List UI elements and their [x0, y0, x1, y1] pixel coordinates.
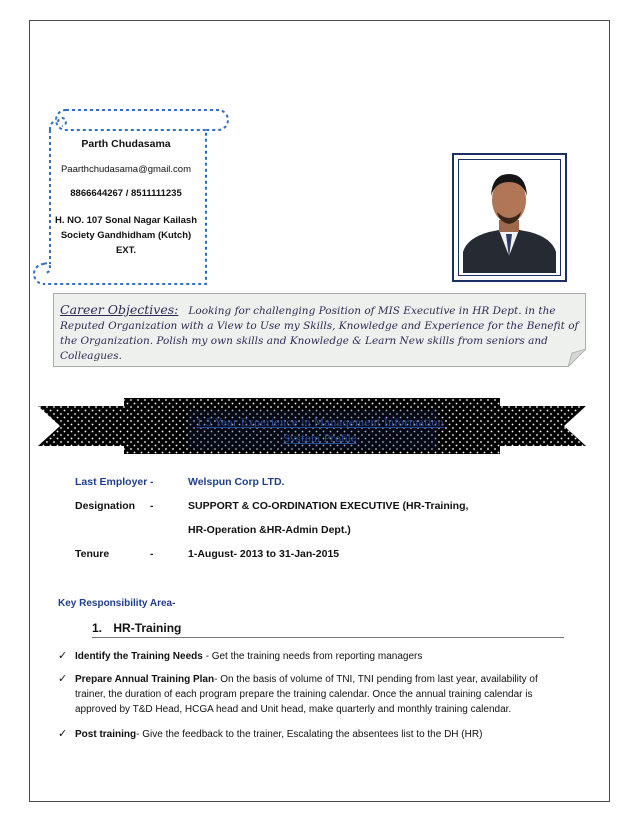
- designation-separator: -: [150, 500, 154, 512]
- kra-title: Key Responsibility Area-: [58, 598, 176, 609]
- career-objective-box: [53, 293, 586, 367]
- kra-item-text: - Get the training needs from reporting managers: [202, 651, 423, 662]
- profile-photo-frame: [452, 153, 567, 282]
- check-icon: ✓: [58, 650, 68, 662]
- contact-phone: 8866644267 / 8511111235: [70, 188, 182, 199]
- employer-separator: -: [150, 476, 154, 488]
- designation-value-line-2: HR-Operation &HR-Admin Dept.): [188, 524, 351, 536]
- designation-value-line-1: SUPPORT & CO-ORDINATION EXECUTIVE (HR-Training,: [188, 500, 469, 512]
- hr-training-heading: [92, 621, 564, 638]
- kra-item-text: - Give the feedback to the trainer, Escalating the absentees list to the DH (HR): [136, 729, 483, 740]
- kra-item: [58, 672, 568, 717]
- check-icon: ✓: [58, 673, 68, 685]
- designation-label: Designation: [75, 500, 136, 512]
- banner-line-2: System Profile: [283, 434, 357, 445]
- kra-item: [58, 727, 568, 742]
- page-fold-icon: [568, 349, 586, 367]
- experience-banner-text: [150, 416, 490, 448]
- career-objective-label: Career Objectives:: [60, 302, 179, 317]
- contact-name: Parth Chudasama: [81, 138, 171, 150]
- profile-photo: [458, 159, 561, 276]
- hr-training-number: 1.: [92, 621, 103, 635]
- employer-label: Last Employer: [75, 476, 148, 488]
- contact-card: [50, 130, 202, 258]
- tenure-value: 1-August- 2013 to 31-Jan-2015: [188, 548, 340, 560]
- tenure-separator: -: [150, 548, 154, 560]
- contact-address: H. NO. 107 Sonal Nagar Kailash Society Gandhidham (Kutch) EXT.: [54, 215, 198, 256]
- kra-item-title: Post training: [75, 729, 137, 740]
- hr-training-title: HR-Training: [113, 621, 182, 635]
- tenure-label: Tenure: [75, 548, 110, 560]
- contact-email: Paarthchudasama@gmail.com: [60, 164, 192, 175]
- kra-item-title: Identify the Training Needs: [75, 651, 203, 662]
- check-icon: ✓: [58, 728, 68, 740]
- kra-item: [58, 649, 568, 664]
- banner-line-1: 1.5 Year Experience in Management Information: [196, 418, 444, 429]
- employer-value: Welspun Corp LTD.: [188, 476, 285, 488]
- kra-item-text: - On the basis of volume of TNI, TNI pending from last year, availability of trainer, the duration of each program prepare the training calendar. Once the annual training calendar is approved by T&D Head, HCGA head and Unit head, make quarterly and monthly training calendar.: [75, 674, 538, 715]
- kra-item-title: Prepare Annual Training Plan: [75, 674, 215, 685]
- career-objective-text: Looking for challenging Position of MIS Executive in HR Dept. in the Reputed Organization with a View to Use my Skills, Knowledge and Experience for the Benefit of the Organization. Polish my own skills and Knowledge & Learn New skills from seniors and Colleagues.: [60, 305, 579, 362]
